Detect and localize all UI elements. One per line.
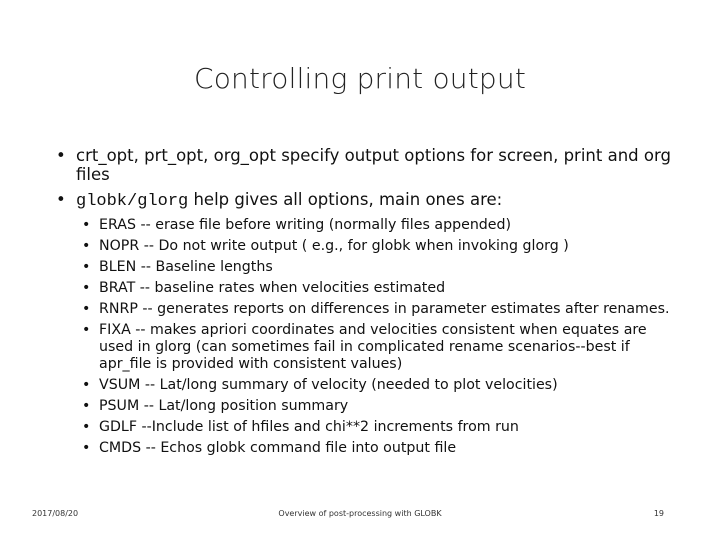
option-item: • VSUM -- Lat/long summary of velocity (needed to plot velocities) xyxy=(82,377,676,394)
bullet-help xyxy=(56,190,676,211)
option-item: • ERAS -- erase file before writing (normally files appended) xyxy=(82,217,676,234)
option-item: • RNRP -- generates reports on differences in parameter estimates after renames. xyxy=(82,301,676,318)
bullet-output-options: • crt_opt, prt_opt, org_opt specify output options for screen, print and org files xyxy=(56,146,676,184)
option-item: • BRAT -- baseline rates when velocities estimated xyxy=(82,280,676,297)
option-item: • BLEN -- Baseline lengths xyxy=(82,259,676,276)
page-number: 19 xyxy=(653,509,664,518)
option-list xyxy=(56,217,676,458)
slide-title: Controlling print output xyxy=(193,62,527,95)
command-name: globk/glorg xyxy=(76,192,189,211)
option-item: • FIXA -- makes apriori coordinates and velocities consistent when equates are used in glorg (can sometimes fail in complicated rename scenarios--best if apr_file is provided with consistent values) xyxy=(82,322,676,374)
footer-date: 2017/08/20 xyxy=(32,509,79,518)
slide-content xyxy=(56,146,676,461)
option-item: • PSUM -- Lat/long position summary xyxy=(82,398,676,415)
option-item: • NOPR -- Do not write output ( e.g., for globk when invoking glorg ) xyxy=(82,238,676,255)
help-text: help gives all options, main ones are: xyxy=(188,190,503,209)
option-item: • CMDS -- Echos globk command file into output file xyxy=(82,440,676,457)
footer-title: Overview of post-processing with GLOBK xyxy=(278,509,442,518)
option-item: • GDLF --Include list of hfiles and chi**2 increments from run xyxy=(82,419,676,436)
